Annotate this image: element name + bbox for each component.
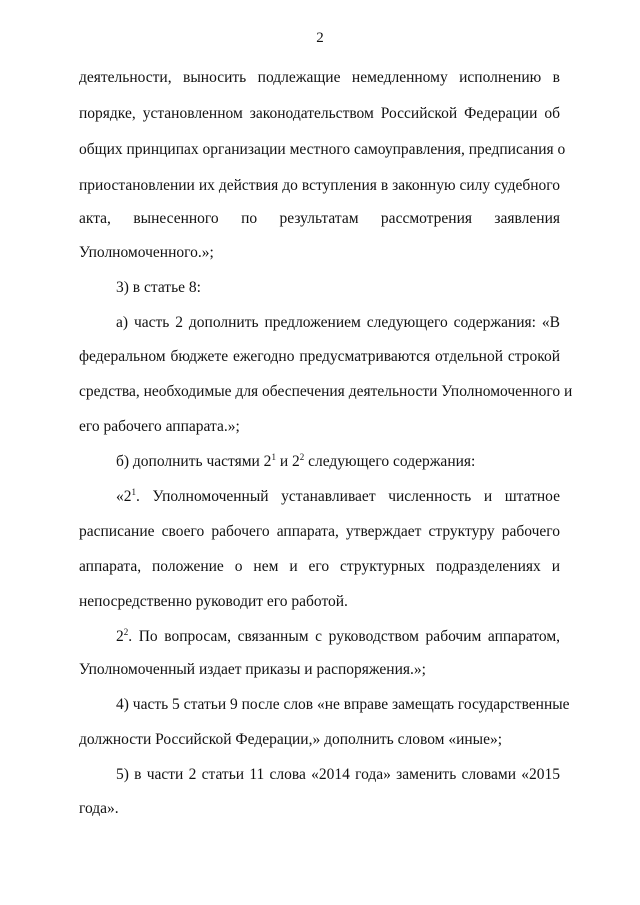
text-line: деятельности, выносить подлежащие немедленному исполнению в [79,69,560,86]
text-line: Уполномоченный издает приказы и распоряжения.»; [79,661,426,678]
text-line: Уполномоченного.»; [79,244,214,261]
text-line: расписание своего рабочего аппарата, утверждает структуру рабочего [79,523,560,540]
text-line: общих принципах организации местного самоуправления, предписания о [79,141,566,158]
text-span: . По вопросам, связанным с руководством рабочим аппаратом, [128,628,560,645]
text-line: федеральном бюджете ежегодно предусматриваются отдельной строкой [79,348,560,365]
text-span: б) дополнить частями 2 [116,453,272,470]
superscript: 2 [123,627,129,637]
superscript: 1 [271,452,276,462]
text-line: средства, необходимые для обеспечения деятельности Уполномоченного и [79,383,573,400]
text-line: 4) часть 5 статьи 9 после слов «не вправе замещать государственные [116,696,570,713]
text-span: 2 [116,628,124,645]
text-line: должности Российской Федерации,» дополнить словом «иные»; [79,731,503,748]
text-span: «2 [116,488,132,505]
text-line: непосредственно руководит его работой. [79,593,348,610]
text-span: . Уполномоченный устанавливает численность и штатное [136,488,560,505]
text-line [116,452,560,472]
text-line: 5) в части 2 статьи 11 слова «2014 года» заменить словами «2015 [116,766,560,783]
text-line: порядке, установленном законодательством Российской Федерации об [79,105,560,122]
text-line [116,487,560,507]
text-span: следующего содержания: [304,453,476,470]
text-line: а) часть 2 дополнить предложением следующего содержания: «В [116,314,560,331]
text-line: аппарата, положение о нем и его структурных подразделениях и [79,558,560,575]
text-line: акта, вынесенного по результатам рассмотрения заявления [79,210,560,227]
text-span: и 2 [275,453,300,470]
text-line [116,627,560,647]
text-line: его рабочего аппарата.»; [79,418,240,435]
text-line: приостановлении их действия до вступления в законную силу судебного [79,177,560,194]
text-line: 3) в статье 8: [116,279,201,296]
page-number: 2 [316,30,324,46]
superscript: 2 [299,452,305,462]
superscript: 1 [131,487,136,497]
text-line: года». [79,800,119,817]
